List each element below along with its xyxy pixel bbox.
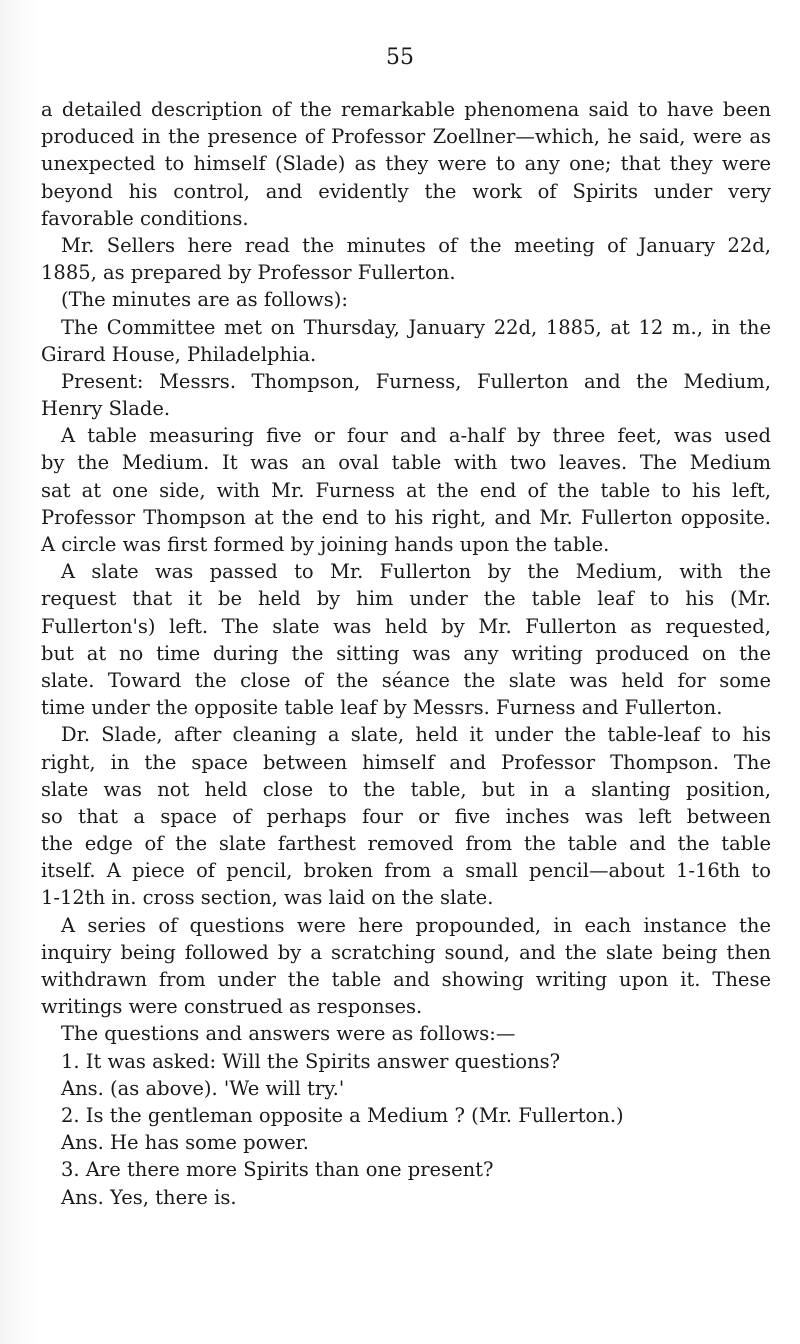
text-line: Ans. Yes, there is. <box>61 1185 237 1209</box>
text-line: 1. It was asked: Will the Spirits answer questions? <box>61 1049 561 1073</box>
text-line: the edge of the slate farthest removed from the table and the table <box>41 832 771 856</box>
page-number: 55 <box>386 45 414 70</box>
text-line: A circle was first formed by joining hands upon the table. <box>41 533 610 556</box>
text-line: Present: Messrs. Thompson, Furness, Fullerton and the Medium, <box>61 369 771 393</box>
text-line: Fullerton's) left. The slate was held by Mr. Fullerton as requested, <box>41 614 771 638</box>
text-line: inquiry being followed by a scratching sound, and the slate being then <box>41 940 771 964</box>
page-edge-shadow <box>0 0 38 1344</box>
text-line: withdrawn from under the table and showing writing upon it. These <box>41 968 771 991</box>
text-line: by the Medium. It was an oval table with two leaves. The Medium <box>41 451 771 475</box>
text-line: A table measuring five or four and a-half by three feet, was used <box>61 424 771 448</box>
text-line: sat at one side, with Mr. Furness at the end of the table to his left, <box>41 478 771 502</box>
text-line: time under the opposite table leaf by Messrs. Furness and Fullerton. <box>41 696 723 720</box>
text-line: Henry Slade. <box>41 397 171 421</box>
text-line: The questions and answers were as follows:— <box>61 1022 516 1046</box>
text-line: Professor Thompson at the end to his right, and Mr. Fullerton opposite. <box>41 505 771 529</box>
text-line: slate was not held close to the table, but in a slanting position, <box>41 777 771 801</box>
text-line: Ans. (as above). 'We will try.' <box>61 1076 345 1100</box>
text-line: Mr. Sellers here read the minutes of the meeting of January 22d, <box>61 233 771 257</box>
body-text <box>41 96 771 1211</box>
text-line: favorable conditions. <box>41 206 249 230</box>
text-line: A series of questions were here propounded, in each instance the <box>61 913 771 937</box>
text-line: Ans. He has some power. <box>61 1131 309 1155</box>
text-line: 3. Are there more Spirits than one present? <box>61 1158 494 1182</box>
text-line: Dr. Slade, after cleaning a slate, held it under the table-leaf to his <box>61 723 771 747</box>
text-line: 1885, as prepared by Professor Fullerton. <box>41 261 456 285</box>
text-line: but at no time during the sitting was any writing produced on the <box>41 641 771 665</box>
text-line: (The minutes are as follows): <box>61 288 348 312</box>
text-line: 1-12th in. cross section, was laid on the slate. <box>41 886 494 910</box>
text-line: beyond his control, and evidently the work of Spirits under very <box>41 179 771 203</box>
text-line: Girard House, Philadelphia. <box>41 342 317 366</box>
text-line: request that it be held by him under the table leaf to his (Mr. <box>41 587 771 611</box>
text-line: writings were construed as responses. <box>41 995 423 1019</box>
text-line: unexpected to himself (Slade) as they were to any one; that they were <box>41 152 771 176</box>
text-line: 2. Is the gentleman opposite a Medium ? (Mr. Fullerton.) <box>61 1103 624 1127</box>
text-line: produced in the presence of Professor Zoellner—which, he said, were as <box>41 125 771 149</box>
text-line: itself. A piece of pencil, broken from a small pencil—about 1-16th to <box>41 859 771 883</box>
text-line: A slate was passed to Mr. Fullerton by the Medium, with the <box>61 560 771 584</box>
text-line: slate. Toward the close of the séance the slate was held for some <box>41 668 771 692</box>
text-line: right, in the space between himself and Professor Thompson. The <box>41 750 771 774</box>
text-line: a detailed description of the remarkable phenomena said to have been <box>41 98 771 121</box>
text-line: so that a space of perhaps four or five inches was left between <box>41 804 771 828</box>
text-line: The Committee met on Thursday, January 22d, 1885, at 12 m., in the <box>61 315 771 339</box>
